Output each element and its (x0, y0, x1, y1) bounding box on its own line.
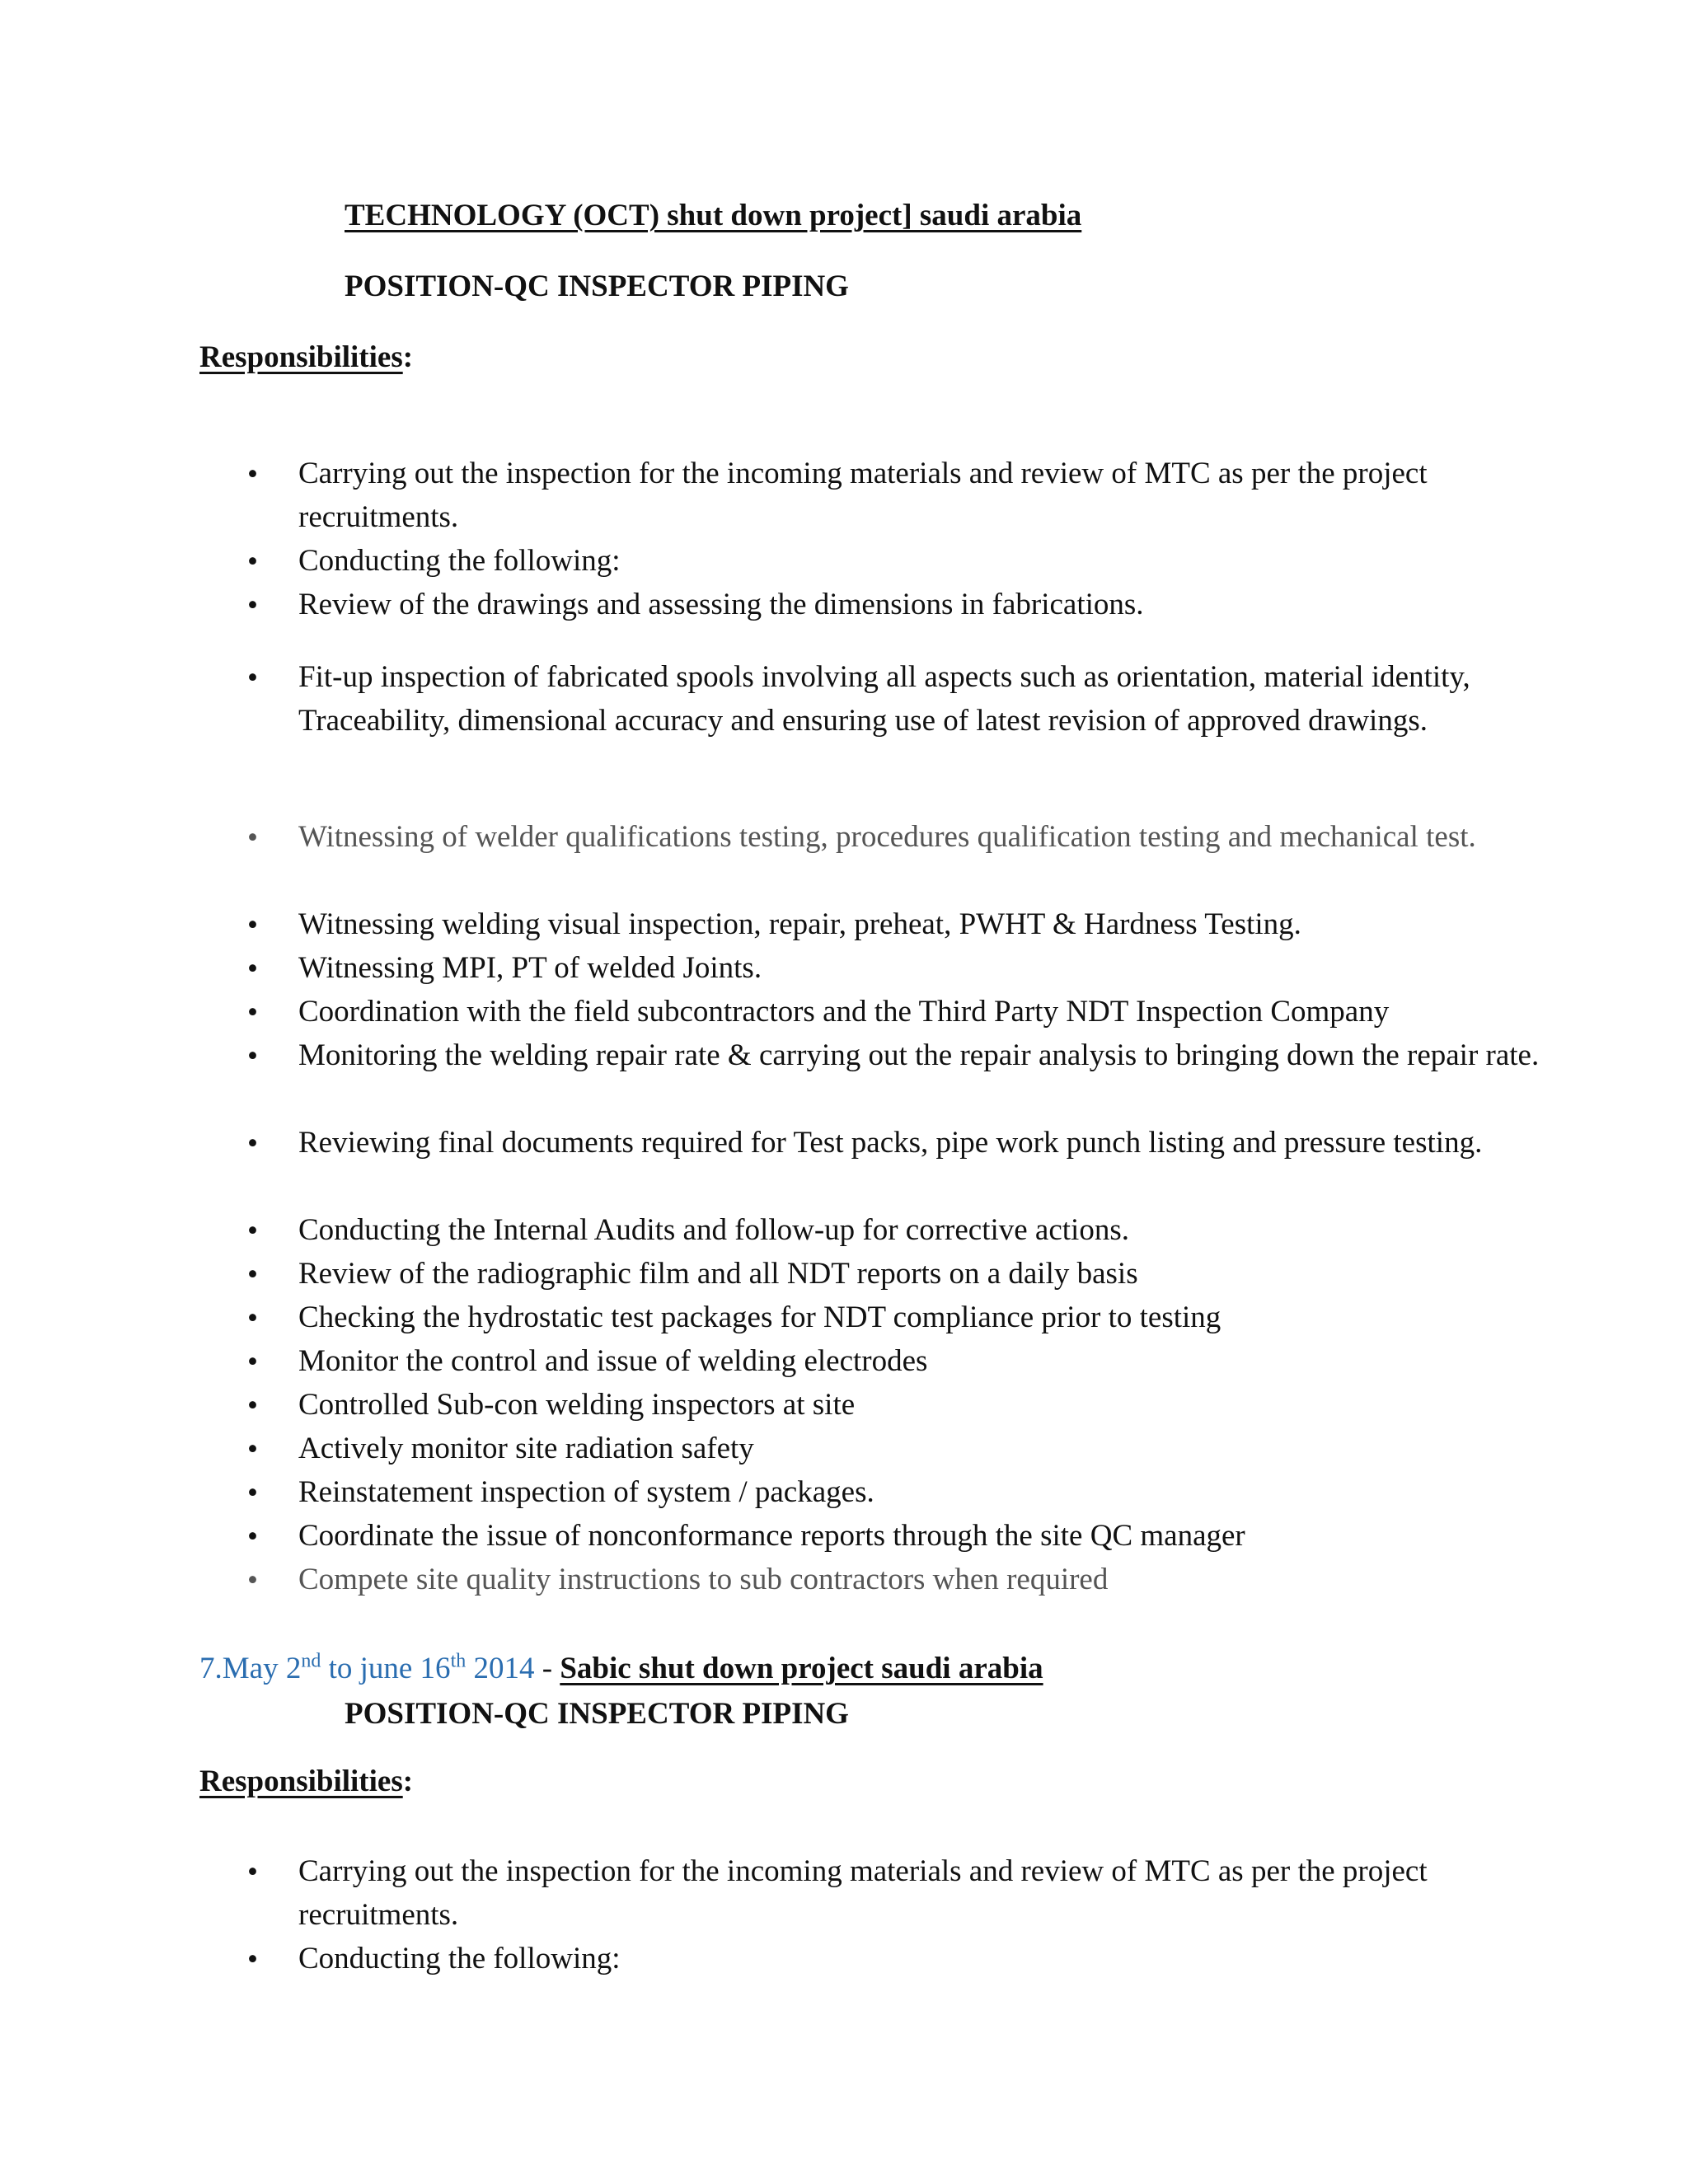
list-item: Conducting the Internal Audits and follow-up for corrective actions. (298, 1213, 1129, 1247)
list-item: Compete site quality instructions to sub contractors when required (298, 1563, 1109, 1596)
list-item: Review of the radiographic film and all NDT reports on a daily basis (298, 1257, 1138, 1291)
bullet-icon: • (247, 545, 258, 579)
bullet-icon: • (247, 1345, 258, 1379)
list-item: Conducting the following: (298, 544, 621, 578)
position-heading: POSITION-QC INSPECTOR PIPING (345, 269, 849, 303)
job-date-line (199, 1651, 1043, 1687)
responsibilities-label-2: Responsibilities (199, 1765, 403, 1798)
bullet-icon: • (247, 1432, 258, 1466)
list-item: Coordinate the issue of nonconformance reports through the site QC manager (298, 1519, 1245, 1553)
bullet-icon: • (247, 908, 258, 942)
date-start: 7.May 2 (199, 1652, 302, 1685)
separator: - (534, 1652, 560, 1685)
bullet-icon: • (247, 1301, 258, 1335)
bullet-icon: • (247, 661, 258, 695)
responsibilities-colon-2: : (402, 1765, 414, 1798)
company-heading: TECHNOLOGY (OCT) shut down project] saudi arabia (345, 199, 1082, 232)
bullet-icon: • (247, 1039, 258, 1073)
bullet-icon: • (247, 1389, 258, 1422)
bullet-icon: • (247, 996, 258, 1029)
bullet-icon: • (247, 1258, 258, 1291)
bullet-icon: • (247, 1563, 258, 1597)
list-item: Reviewing final documents required for Test packs, pipe work punch listing and pressure testing. (298, 1126, 1483, 1160)
responsibilities-label: Responsibilities (199, 340, 403, 374)
date-start-suffix: nd (301, 1650, 321, 1672)
bullet-icon: • (247, 457, 258, 491)
date-end: to june 16 (321, 1652, 451, 1685)
list-item: Carrying out the inspection for the incoming materials and review of MTC as per the project recruitments. (298, 457, 1428, 534)
list-item: Review of the drawings and assessing the dimensions in fabrications. (298, 588, 1144, 621)
list-item: Witnessing welding visual inspection, repair, preheat, PWHT & Hardness Testing. (298, 907, 1301, 941)
list-item: Conducting the following: (298, 1942, 621, 1975)
list-item: Monitoring the welding repair rate & carrying out the repair analysis to bringing down the repair rate. (298, 1038, 1540, 1072)
list-item: Actively monitor site radiation safety (298, 1432, 754, 1465)
list-item: Coordination with the field subcontractors and the Third Party NDT Inspection Company (298, 995, 1390, 1029)
bullet-icon: • (247, 1214, 258, 1248)
date-year: 2014 (466, 1652, 535, 1685)
list-item: Carrying out the inspection for the incoming materials and review of MTC as per the project recruitments. (298, 1854, 1428, 1932)
list-item: Monitor the control and issue of welding electrodes (298, 1344, 928, 1378)
bullet-icon: • (247, 1127, 258, 1160)
date-range (199, 1652, 534, 1685)
position-heading-2: POSITION-QC INSPECTOR PIPING (345, 1697, 849, 1731)
bullet-icon: • (247, 1520, 258, 1554)
bullet-icon: • (247, 1943, 258, 1976)
bullet-icon: • (247, 952, 258, 986)
date-end-suffix: th (450, 1650, 467, 1672)
bullet-icon: • (247, 1855, 258, 1889)
list-item: Witnessing MPI, PT of welded Joints. (298, 951, 762, 985)
responsibilities-colon: : (402, 340, 414, 374)
bullet-icon: • (247, 821, 258, 855)
bullet-icon: • (247, 588, 258, 622)
list-item: Reinstatement inspection of system / packages. (298, 1475, 874, 1509)
list-item: Fit-up inspection of fabricated spools involving all aspects such as orientation, material identity, Traceability, dimensional accuracy and ensuring use of latest revision of approved drawings. (298, 660, 1470, 738)
responsibilities-heading-2 (199, 1764, 413, 1800)
list-item: Witnessing of welder qualifications testing, procedures qualification testing and mechanical test. (298, 820, 1476, 854)
company-heading-2: Sabic shut down project saudi arabia (560, 1652, 1043, 1685)
responsibilities-heading (199, 340, 413, 376)
list-item: Checking the hydrostatic test packages for NDT compliance prior to testing (298, 1301, 1221, 1334)
bullet-icon: • (247, 1476, 258, 1510)
list-item: Controlled Sub-con welding inspectors at site (298, 1388, 856, 1422)
